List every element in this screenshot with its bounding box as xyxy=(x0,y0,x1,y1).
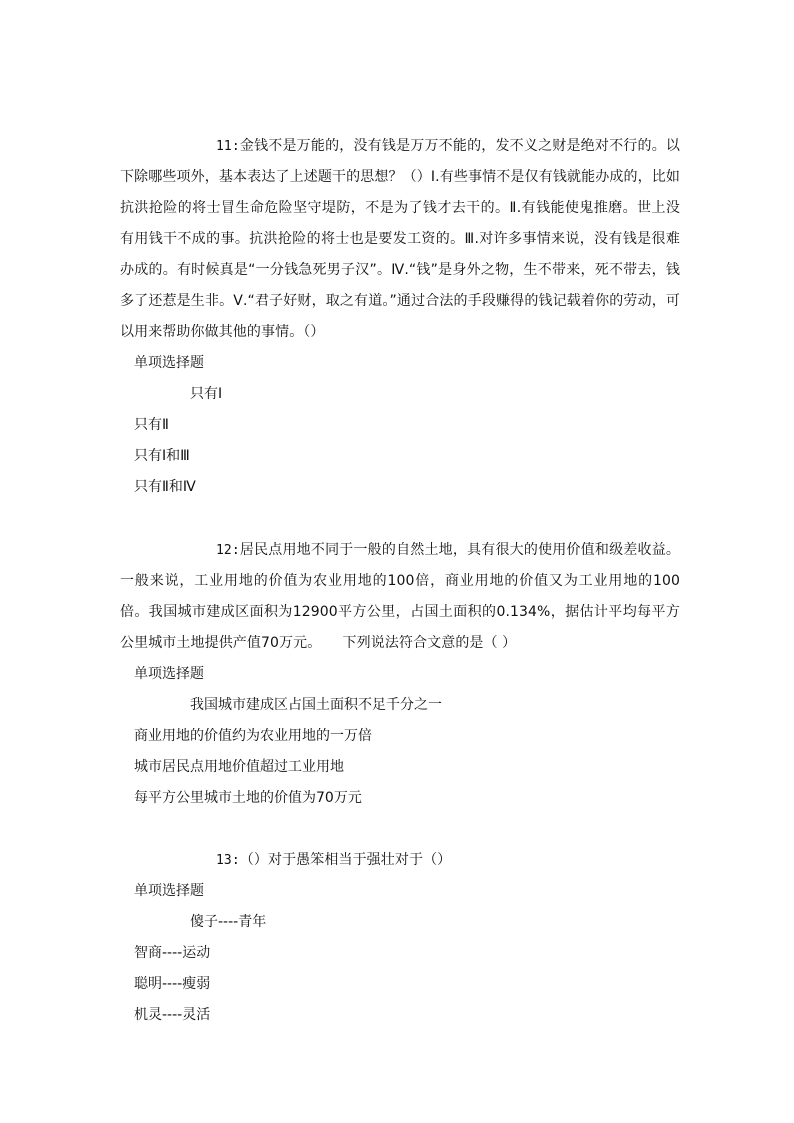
question-type-label: 单项选择题 xyxy=(134,355,204,371)
question-number: 12: xyxy=(216,543,240,558)
question-13 xyxy=(120,845,680,1031)
question-number: 11: xyxy=(216,139,240,154)
question-number: 13: xyxy=(216,853,240,868)
question-stem xyxy=(120,845,680,876)
option-a[interactable]: 只有Ⅰ xyxy=(190,386,223,402)
question-text: （）对于愚笨相当于强壮对于（） xyxy=(239,852,452,868)
question-stem xyxy=(120,535,680,659)
question-type-label: 单项选择题 xyxy=(134,666,204,682)
option-b[interactable]: 智商----运动 xyxy=(134,945,211,961)
question-text: 居民点用地不同于一般的自然土地，具有很大的使用价值和级差收益。一般来说，工业用地的价值为农业用地的100倍，商业用地的价值又为工业用地的100倍。我国城市建成区面积为12900平方公里，占国土面积的0.134%，据估计平均每平方公里城市土地提供产值70万元。 下列说法符合文意的是（ ） xyxy=(120,542,680,651)
question-11 xyxy=(120,131,680,503)
options-list xyxy=(120,379,680,503)
option-c[interactable]: 聪明----瘦弱 xyxy=(134,976,211,992)
option-a[interactable]: 我国城市建成区占国土面积不足千分之一 xyxy=(190,697,442,713)
option-d[interactable]: 机灵----灵活 xyxy=(134,1007,211,1023)
options-list xyxy=(120,690,680,814)
option-c[interactable]: 城市居民点用地价值超过工业用地 xyxy=(134,759,344,775)
option-b[interactable]: 只有Ⅱ xyxy=(134,417,169,433)
option-d[interactable]: 每平方公里城市土地的价值为70万元 xyxy=(134,790,362,806)
option-c[interactable]: 只有Ⅰ和Ⅲ xyxy=(134,448,190,464)
question-12 xyxy=(120,535,680,814)
option-d[interactable]: 只有Ⅱ和Ⅳ xyxy=(134,479,196,495)
option-b[interactable]: 商业用地的价值约为农业用地的一万倍 xyxy=(134,728,372,744)
options-list xyxy=(120,907,680,1031)
option-a[interactable]: 傻子----青年 xyxy=(190,914,267,930)
question-type-label: 单项选择题 xyxy=(134,883,204,899)
question-text: 金钱不是万能的，没有钱是万万不能的，发不义之财是绝对不行的。以下除哪些项外，基本表达了上述题干的思想？（）Ⅰ.有些事情不是仅有钱就能办成的，比如抗洪抢险的将士冒生命危险坚守堤防，不是为了钱才去干的。Ⅱ.有钱能使鬼推磨。世上没有用钱干不成的事。抗洪抢险的将士也是要发工资的。Ⅲ.对许多事情来说，没有钱是很难办成的。有时候真是“一分钱急死男子汉”。Ⅳ.“钱”是身外之物，生不带来，死不带去，钱多了还惹是生非。Ⅴ.“君子好财，取之有道。”通过合法的手段赚得的钱记载着你的劳动，可以用来帮助你做其他的事情。（） xyxy=(120,138,680,340)
question-stem xyxy=(120,131,680,348)
